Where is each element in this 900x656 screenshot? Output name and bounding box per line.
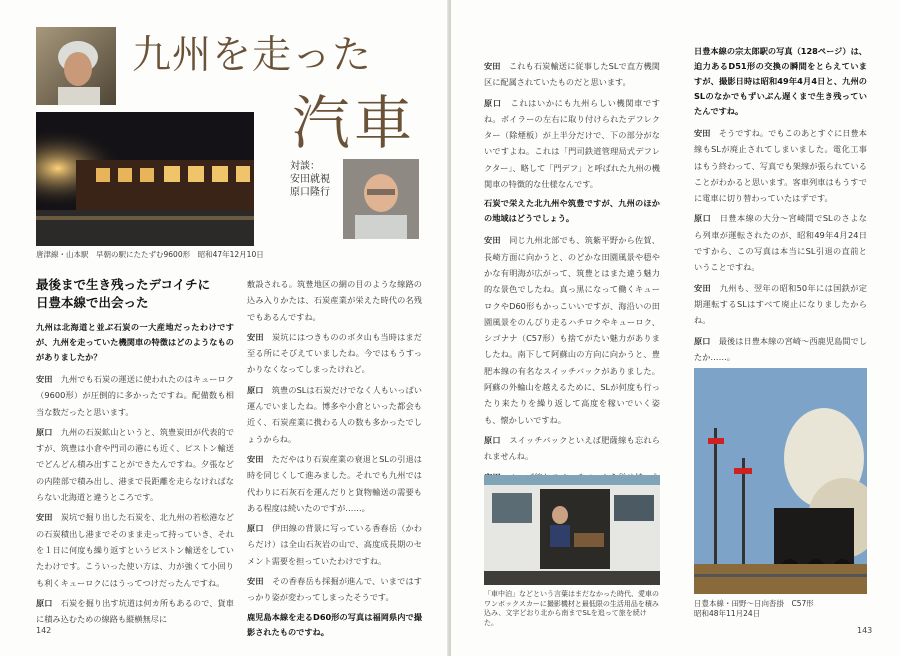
van-photo	[484, 475, 660, 585]
paragraph-text: 最後は日豊本線の宮崎～西鹿児島間でしたか……。	[694, 335, 867, 362]
paragraph-text: そうですね。でもこのあとすぐに日豊本線もSLが廃止されてしまいました。電化工事はもう終わって、写真でも架線が張られていることがわかると思います。客車列車はもうすでに電車に切り替わっていたはずです。	[694, 128, 867, 204]
speaker-name: 安田	[247, 576, 264, 587]
speaker-name: 原口	[694, 213, 712, 224]
paragraph-text: 九州も、翌年の昭和50年には国鉄が定期運転するSLはすべて廃止になりましたからね。	[694, 282, 867, 326]
right-column-2	[694, 44, 867, 385]
speaker-name: 原口	[36, 597, 53, 608]
dialog-name-yasuda: 安田就視	[290, 174, 330, 185]
speaker-name: 安田	[484, 235, 501, 246]
portrait-yasuda-photo	[36, 27, 116, 105]
question-heading: 鹿児島本線を走るD60形の写真は福岡県内で撮影されたものですね。	[247, 611, 422, 637]
paragraph-text: 敷設される。筑豊地区の網の目のような線路の込み入りかたは、石炭産業が栄えた時代の名残でもあるんですね。	[247, 279, 422, 322]
paragraph-text: その香春岳も採掘が進んで、いまではすっかり姿が変わってしまったそうです。	[247, 576, 422, 603]
dialog-paragraph	[247, 573, 422, 606]
speaker-name: 安田	[247, 453, 264, 464]
dialog-paragraph	[694, 210, 867, 275]
right-page	[451, 0, 900, 656]
paragraph-text: 日豊本線の大分～宮崎間でSLのさよなら列車が運転されたのが、昭和49年4月24日ですから、この写真は本当にSL引退の直前ということですね。	[694, 213, 867, 273]
paragraph-text: ただやはり石炭産業の衰退とSLの引退は時を同じくして進みました。それでも九州では代わりに石灰石を運んだりと貨物輸送の需要もある程度は続いたのですが……。	[247, 453, 422, 513]
dialog-paragraph	[694, 125, 867, 206]
speaker-name: 安田	[36, 512, 53, 523]
dialog-paragraph	[36, 595, 234, 628]
dialog-paragraph	[694, 280, 867, 329]
paragraph-text: 石炭を掘り出す坑道は何カ所もあるので、貨車に積み込むための線路も縦横無尽に	[36, 597, 234, 625]
speaker-name: 原口	[36, 426, 53, 437]
paragraph-text: 九州でも石炭の運送に使われたのはキューロク（9600形）が圧倒的に多かったですね。配備数も相当な数だったと思います。	[36, 374, 234, 417]
paragraph-text: 同じ九州北部でも、筑紫平野から佐賀、長崎方面に向かうと、のどかな田園風景や穏やかな有明海が広がって、筑豊とはまた違う魅力的な景色でしたね。真っ黒になって働くキューロクやD60形もかっこいいですが、海沿いの田園風景をのんびり走るハチロクやキューロク、シゴナナ（C57形）も捨てがたい魅力がありましたね。南下して阿蘇山の方向に向かうと、豊肥本線の有名なスイッチバックがありました。阿蘇の外輪山を越えるために、SLが何度も行ったり来たりを繰り返して高度を稼いでいく姿も、懐かしいですね。	[484, 235, 660, 425]
night-train-caption: 唐津線・山本駅 早朝の駅にたたずむ9600形 昭和47年12月10日	[36, 250, 264, 259]
dialog-paragraph	[247, 276, 422, 325]
dialog-paragraph	[247, 329, 422, 378]
van-caption: 「車中泊」などという言葉はまだなかった時代、愛車のワンボックスカーに撮影機材と最低限の生活用品を積み込み、文字どおり北から南までSLを追って旅を続けた。	[484, 590, 659, 627]
page-number-left: 142	[36, 626, 52, 635]
speaker-name: 原口	[694, 335, 711, 346]
title-line1: 九州を走った	[132, 33, 373, 78]
speaker-name: 安田	[247, 331, 264, 342]
dialog-paragraph	[36, 424, 234, 505]
dialog-paragraph	[484, 95, 660, 193]
paragraph-text: スイッチバックといえば肥薩線も忘れられませんね。	[484, 434, 660, 462]
question-heading: 石炭で栄えた北九州や筑豊ですが、九州のほかの地域はどうでしょう。	[484, 198, 660, 224]
paragraph-text: 炭坑にはつきもののボタ山も当時はまだ至る所にそびえていましたね。今ではもうすっかりなくなってしまったけれど。	[247, 331, 422, 375]
dialog-name-haraguchi: 原口隆行	[290, 187, 330, 198]
page-number-right: 143	[857, 626, 873, 635]
question-heading: 日豊本線の宗太郎駅の写真（128ページ）は、迫力あるD51形の交換の瞬間をとらえていますが、撮影日時は昭和49年4月4日と、九州のSLのなかでもずいぶん遅くまで生き残っていたんですね。	[694, 46, 867, 116]
speaker-name: 安田	[484, 61, 501, 71]
left-column-1	[36, 320, 234, 631]
question-heading: 九州は北海道と並ぶ石炭の一大産地だったわけですが、九州を走っていた機関車の特徴はどのようなものがありましたか？	[36, 322, 234, 362]
dialog-paragraph	[484, 432, 660, 465]
dialog-credits	[290, 160, 330, 199]
dialog-label: 対談：	[290, 161, 320, 172]
speaker-name: 原口	[484, 434, 501, 445]
paragraph-text: 筑豊のSLは石炭だけでなく人もいっぱい運んでいましたね。博多や小倉といった都会も近く、石炭産業に携わる人の数も多かったでしょうからね。	[247, 384, 422, 444]
dialog-paragraph	[484, 58, 660, 91]
steam-locomotive-photo	[694, 368, 867, 594]
paragraph-text: これも石炭輸送に従事したSLで直方機関区に配属されていたものだと思います。	[484, 61, 660, 88]
dialog-paragraph	[247, 451, 422, 516]
night-train-photo	[36, 112, 254, 246]
title-line2: 汽車	[292, 89, 417, 157]
dialog-paragraph	[247, 382, 422, 447]
dialog-paragraph	[484, 232, 660, 428]
portrait-haraguchi-photo	[343, 159, 419, 239]
section-heading: 最後まで生き残ったデコイチに日豊本線で出会った	[36, 277, 211, 310]
speaker-name: 原口	[247, 384, 264, 395]
dialog-paragraph	[36, 509, 234, 590]
paragraph-text: これはいかにも九州らしい機関車ですね。ボイラーの左右に取り付けられたデフレクター（除煙板）が上半分だけで、下の部分がないですよね。これは「門司鉄道管理局式デフレクター」、略して「門デフ」と呼ばれた九州の機関車の特徴的な仕様なんです。	[484, 97, 660, 190]
paragraph-text: 伊田線の背景に写っている香春岳（かわらだけ）は全山石灰岩の山で、高度成長期のセメント需要を担っていたわけですね。	[247, 523, 422, 566]
dialog-paragraph	[36, 371, 234, 420]
paragraph-text: 炭坑で掘り出した石炭を、北九州の若松港などの石炭積出し港までそのまま走って持っていき、それを１日に何度も繰り返すというピストン輸送をしていたわけです。こういった使い方は、力が強くて小回りも利くキューロクにはうってつけだったんですね。	[36, 512, 234, 588]
left-page	[0, 0, 449, 656]
speaker-name: 安田	[694, 282, 712, 293]
left-column-2	[247, 276, 422, 646]
paragraph-text: 九州の石炭鉱山というと、筑豊炭田が代表的ですが、筑豊は小倉や門司の港にも近く、ピストン輸送でどんどん積み出すことができたんですね。夕張などの内陸部で積み出し、港まで長距離を走らなければならない北海道と違うところです。	[36, 426, 234, 503]
right-column-1	[484, 58, 660, 538]
steam-caption: 日豊本線・田野～日向沓掛 C57形 昭和48年11月24日	[694, 599, 814, 618]
speaker-name: 安田	[36, 374, 53, 384]
speaker-name: 原口	[484, 97, 502, 108]
dialog-paragraph	[247, 520, 422, 569]
speaker-name: 安田	[694, 128, 711, 138]
speaker-name: 原口	[247, 523, 264, 534]
dialog-paragraph	[694, 333, 867, 366]
